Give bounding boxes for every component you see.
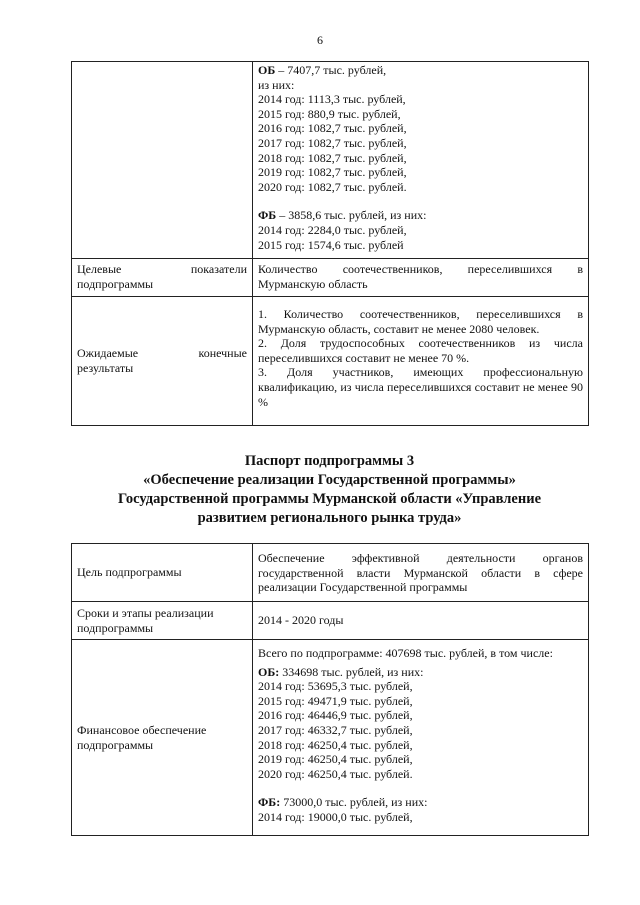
funding-label-cell — [72, 62, 253, 259]
goal-label-cell — [72, 544, 253, 602]
terms-row — [72, 602, 589, 640]
expected-item: 1. Количество соотечественников, переселившихся в Мурманскую область, составит не менее 2080 человек. — [258, 307, 583, 336]
page-number: 6 — [317, 33, 323, 47]
ob-year-line: 2018 год: 46250,4 тыс. рублей, — [258, 737, 413, 752]
goal-value-line: государственной власти Мурманской области в сфере — [258, 565, 583, 580]
ob-year-line: 2014 год: 1113,3 тыс. рублей, — [258, 92, 406, 107]
fb-label: ФБ — [258, 208, 277, 223]
terms-value: 2014 - 2020 годы — [258, 613, 344, 628]
terms-label-cell — [72, 602, 253, 640]
targets-value-line: Количество соотечественников, переселившихся в — [258, 262, 583, 276]
subprogram-2-passport-table — [71, 61, 589, 426]
expected-item: 2. Доля трудоспособных соотечественников из числа переселившихся составит не менее 70 %. — [258, 336, 583, 365]
ob-year-line: 2015 год: 49471,9 тыс. рублей, — [258, 693, 413, 708]
ob-total-text: 334698 тыс. рублей, из них: — [279, 664, 424, 679]
funding-row — [72, 640, 589, 836]
ob-year-line: 2020 год: 46250,4 тыс. рублей. — [258, 766, 413, 781]
fb-year-line: 2015 год: 1574,6 тыс. рублей — [258, 237, 404, 252]
funding-value-cell — [253, 640, 589, 836]
ob-label: ОБ — [258, 63, 276, 77]
terms-value-cell — [253, 602, 589, 640]
ob-year-line: 2019 год: 1082,7 тыс. рублей, — [258, 165, 407, 180]
spacer — [258, 781, 583, 795]
ob-year-line: 2016 год: 1082,7 тыс. рублей, — [258, 121, 407, 136]
spacer — [258, 194, 583, 208]
ob-year-line: 2020 год: 1082,7 тыс. рублей. — [258, 179, 407, 194]
ob-label: ОБ: — [258, 664, 280, 679]
ob-year-line: 2017 год: 46332,7 тыс. рублей, — [258, 722, 413, 737]
ob-total-line — [258, 63, 583, 78]
goal-row — [72, 544, 589, 602]
terms-label-line: Сроки и этапы реализации — [77, 606, 214, 620]
goal-label: Цель подпрограммы — [77, 565, 182, 580]
targets-label-line: Целевые показатели — [77, 262, 247, 276]
fb-total-line — [258, 795, 583, 810]
fb-year-line: 2014 год: 19000,0 тыс. рублей, — [258, 809, 413, 824]
title-line: Паспорт подпрограммы 3 — [244, 453, 415, 469]
fb-year-line: 2014 год: 2284,0 тыс. рублей, — [258, 222, 407, 237]
expected-value-cell — [253, 297, 589, 426]
ob-year-line: 2015 год: 880,9 тыс. рублей, — [258, 106, 401, 121]
funding-label-line: подпрограммы — [77, 737, 154, 752]
funding-total: Всего по подпрограмме: 407698 тыс. рублей, в том числе: — [258, 646, 553, 660]
funding-label-cell — [72, 640, 253, 836]
ob-year-line: 2019 год: 46250,4 тыс. рублей, — [258, 752, 413, 767]
fb-total-text: 73000,0 тыс. рублей, из них: — [280, 795, 428, 810]
ob-year-line: 2017 год: 1082,7 тыс. рублей, — [258, 135, 407, 150]
subprogram-3-passport-table — [71, 543, 589, 836]
targets-value-line: Мурманскую область — [258, 276, 368, 291]
goal-value-line: Обеспечение эффективной деятельности органов — [258, 551, 583, 565]
fb-total-line — [258, 208, 583, 223]
expected-item: 3. Доля участников, имеющих профессиональную квалификацию, из числа переселившихся составит не менее 90 % — [258, 365, 583, 409]
ob-total-line — [258, 665, 583, 680]
expected-results-row — [72, 297, 589, 426]
expected-label-line: результаты — [77, 361, 134, 375]
goal-value-cell — [253, 544, 589, 602]
fb-label: ФБ: — [258, 795, 281, 810]
fb-total-text: – 3858,6 тыс. рублей, из них: — [276, 208, 427, 223]
targets-label-line: подпрограммы — [77, 276, 154, 291]
title-line: развитием регионального рынка труда» — [197, 510, 462, 526]
subprogram-3-title — [71, 452, 588, 528]
funding-value-cell — [253, 62, 589, 259]
targets-value-cell — [253, 259, 589, 297]
goal-value-line: реализации Государственной программы — [258, 580, 468, 595]
targets-row — [72, 259, 589, 297]
expected-label-line: Ожидаемые конечные — [77, 346, 247, 361]
of-them-line: из них: — [258, 77, 295, 92]
title-line: «Обеспечение реализации Государственной программы» — [143, 472, 516, 488]
funding-row-continued — [72, 62, 589, 259]
ob-total-text: – 7407,7 тыс. рублей, — [275, 63, 387, 77]
expected-label-cell — [72, 297, 253, 426]
funding-label-line: Финансовое обеспечение — [77, 722, 207, 737]
ob-year-line: 2018 год: 1082,7 тыс. рублей, — [258, 150, 407, 165]
targets-label-cell — [72, 259, 253, 297]
terms-label-line: подпрограммы — [77, 620, 154, 635]
ob-year-line: 2016 год: 46446,9 тыс. рублей, — [258, 708, 413, 723]
ob-year-line: 2014 год: 53695,3 тыс. рублей, — [258, 679, 413, 694]
title-line: Государственной программы Мурманской области «Управление — [117, 491, 542, 507]
